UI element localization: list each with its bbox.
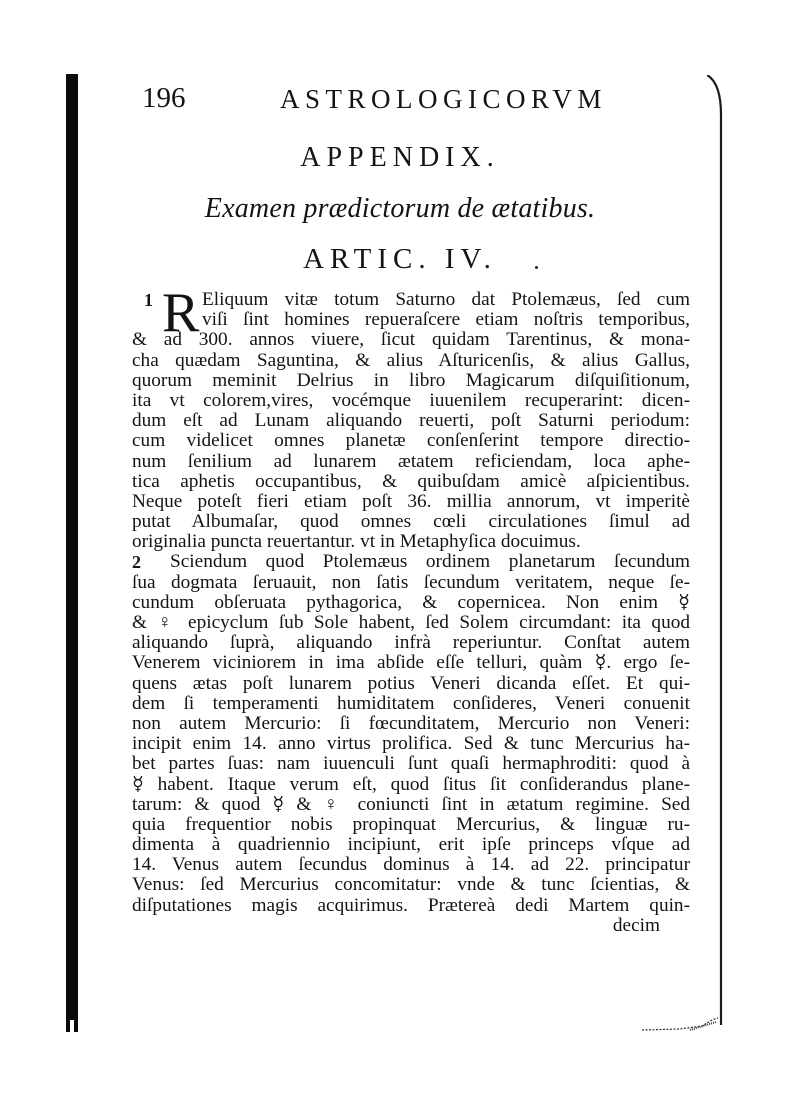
text-line: Venus: ſed Mercurius concomitatur: vnde & tunc ſcientias, & (132, 874, 690, 896)
running-head (142, 82, 662, 118)
text-line: originalia puncta reuertantur. vt in Metaphyſica docuimus. (132, 531, 581, 553)
gutter-notch (70, 1020, 74, 1034)
text-line: dem ſi temperamenti humiditatem conſideres, Veneri conuenit (132, 692, 690, 714)
section-title: Examen prædictorum de ætatibus. (204, 193, 596, 224)
text-line: & ♀ epicyclum ſub Sole habent, ſed Solem circumdant: ita quod (132, 612, 690, 633)
paragraph-2 (130, 552, 690, 936)
text-line: num ſenilium ad lunarem ætatem reficiendam, loca aphe- (132, 450, 690, 472)
catchword: decim (612, 914, 660, 936)
text-line: quorum meminit Delrius in libro Magicarum diſquiſitionum, (132, 369, 690, 391)
text-line: 14. Venus autem ſecundus dominus à 14. ad 22. principatur (132, 854, 690, 876)
drop-cap: R (162, 282, 200, 344)
text-line: bet partes ſuas: nam iuuenculi ſunt quaſi hermaphroditi: quod à (132, 753, 690, 775)
text-line: putat Albumaſar, quod omnes cœli circulationes ſimul ad (132, 511, 690, 533)
article-heading: ARTIC. IV. (303, 243, 497, 275)
text-line: & ad 300. annos viuere, ſicut quidam Tarentinus, & mona- (132, 329, 690, 351)
text-line: dum eſt ad Lunam aliquando reuerti, poſt Saturni periodum: (132, 410, 690, 432)
text-line: Eliquum vitæ totum Saturno dat Ptolemæus, ſed cum (202, 289, 690, 310)
text-line: cum videlicet omnes planetæ conſenſerint tempore directio- (132, 430, 690, 452)
text-line: quia frequentior nobis propinquat Mercurius, & linguæ ru- (132, 813, 690, 835)
paragraph-number: 1 (144, 290, 153, 310)
paragraph-1 (130, 282, 690, 553)
text-line: cha quædam Saguntina, & alius Aſturicenſis, & alius Gallus, (132, 349, 690, 371)
print-speck (535, 266, 538, 269)
text-line: Neque poteſt fieri etiam poſt 36. millia annorum, vt imperitè (132, 490, 690, 512)
paragraph-number: 2 (132, 552, 141, 573)
text-line: ☿ habent. Itaque verum eſt, quod ſitus ſit conſiderandus plane- (132, 773, 690, 795)
text-line: tica aphetis occupantibus, & quibuſdam amicè aſpicientibus. (132, 470, 690, 492)
text-line: incipit enim 14. anno virtus prolifica. Sed & tunc Mercurius ha- (132, 733, 690, 755)
text-line: diſputationes magis acquirimus. Prætereà dedi Martem quin- (132, 894, 690, 916)
text-line: cundum obſeruata pythagorica, & copernicea. Non enim ☿ (132, 591, 690, 613)
text-line: Sciendum quod Ptolemæus ordinem planetarum ſecundum (170, 551, 690, 573)
text-line: dimenta à quadriennio incipiunt, erit ipſe princeps vſque ad (132, 834, 690, 856)
text-line: quens ætas poſt lunarem potius Veneri dicanda eſſet. Et qui- (132, 672, 690, 694)
body-text (130, 282, 690, 936)
text-line: ita vt colorem,vires, vocémque iuuenilem recuperarint: dicen- (132, 389, 690, 411)
appendix-heading: APPENDIX. (300, 142, 500, 173)
text-line: non autem Mercurio: ſi fœcunditatem, Mercurio non Veneri: (132, 712, 690, 734)
running-title: ASTROLOGICORVM (280, 84, 607, 114)
text-line: ſua dogmata ſeruauit, non ſatis ſecundum veritatem, neque ſe- (132, 571, 690, 593)
text-line: tarum: & quod ☿ & ♀ coniuncti ſint in ætatum regimine. Sed (132, 793, 690, 815)
text-line: aliquando ſuprà, aliquando infrà reperiuntur. Conſtat autem (132, 632, 690, 654)
text-line: viſi ſint homines repueraſcere etiam noſtris temporibus, (202, 309, 690, 331)
page-number: 196 (142, 82, 186, 114)
text-line: Venerem viciniorem in ima abſide eſſe telluri, quàm ☿. ergo ſe- (132, 652, 690, 674)
scan-smudge (640, 1016, 720, 1034)
